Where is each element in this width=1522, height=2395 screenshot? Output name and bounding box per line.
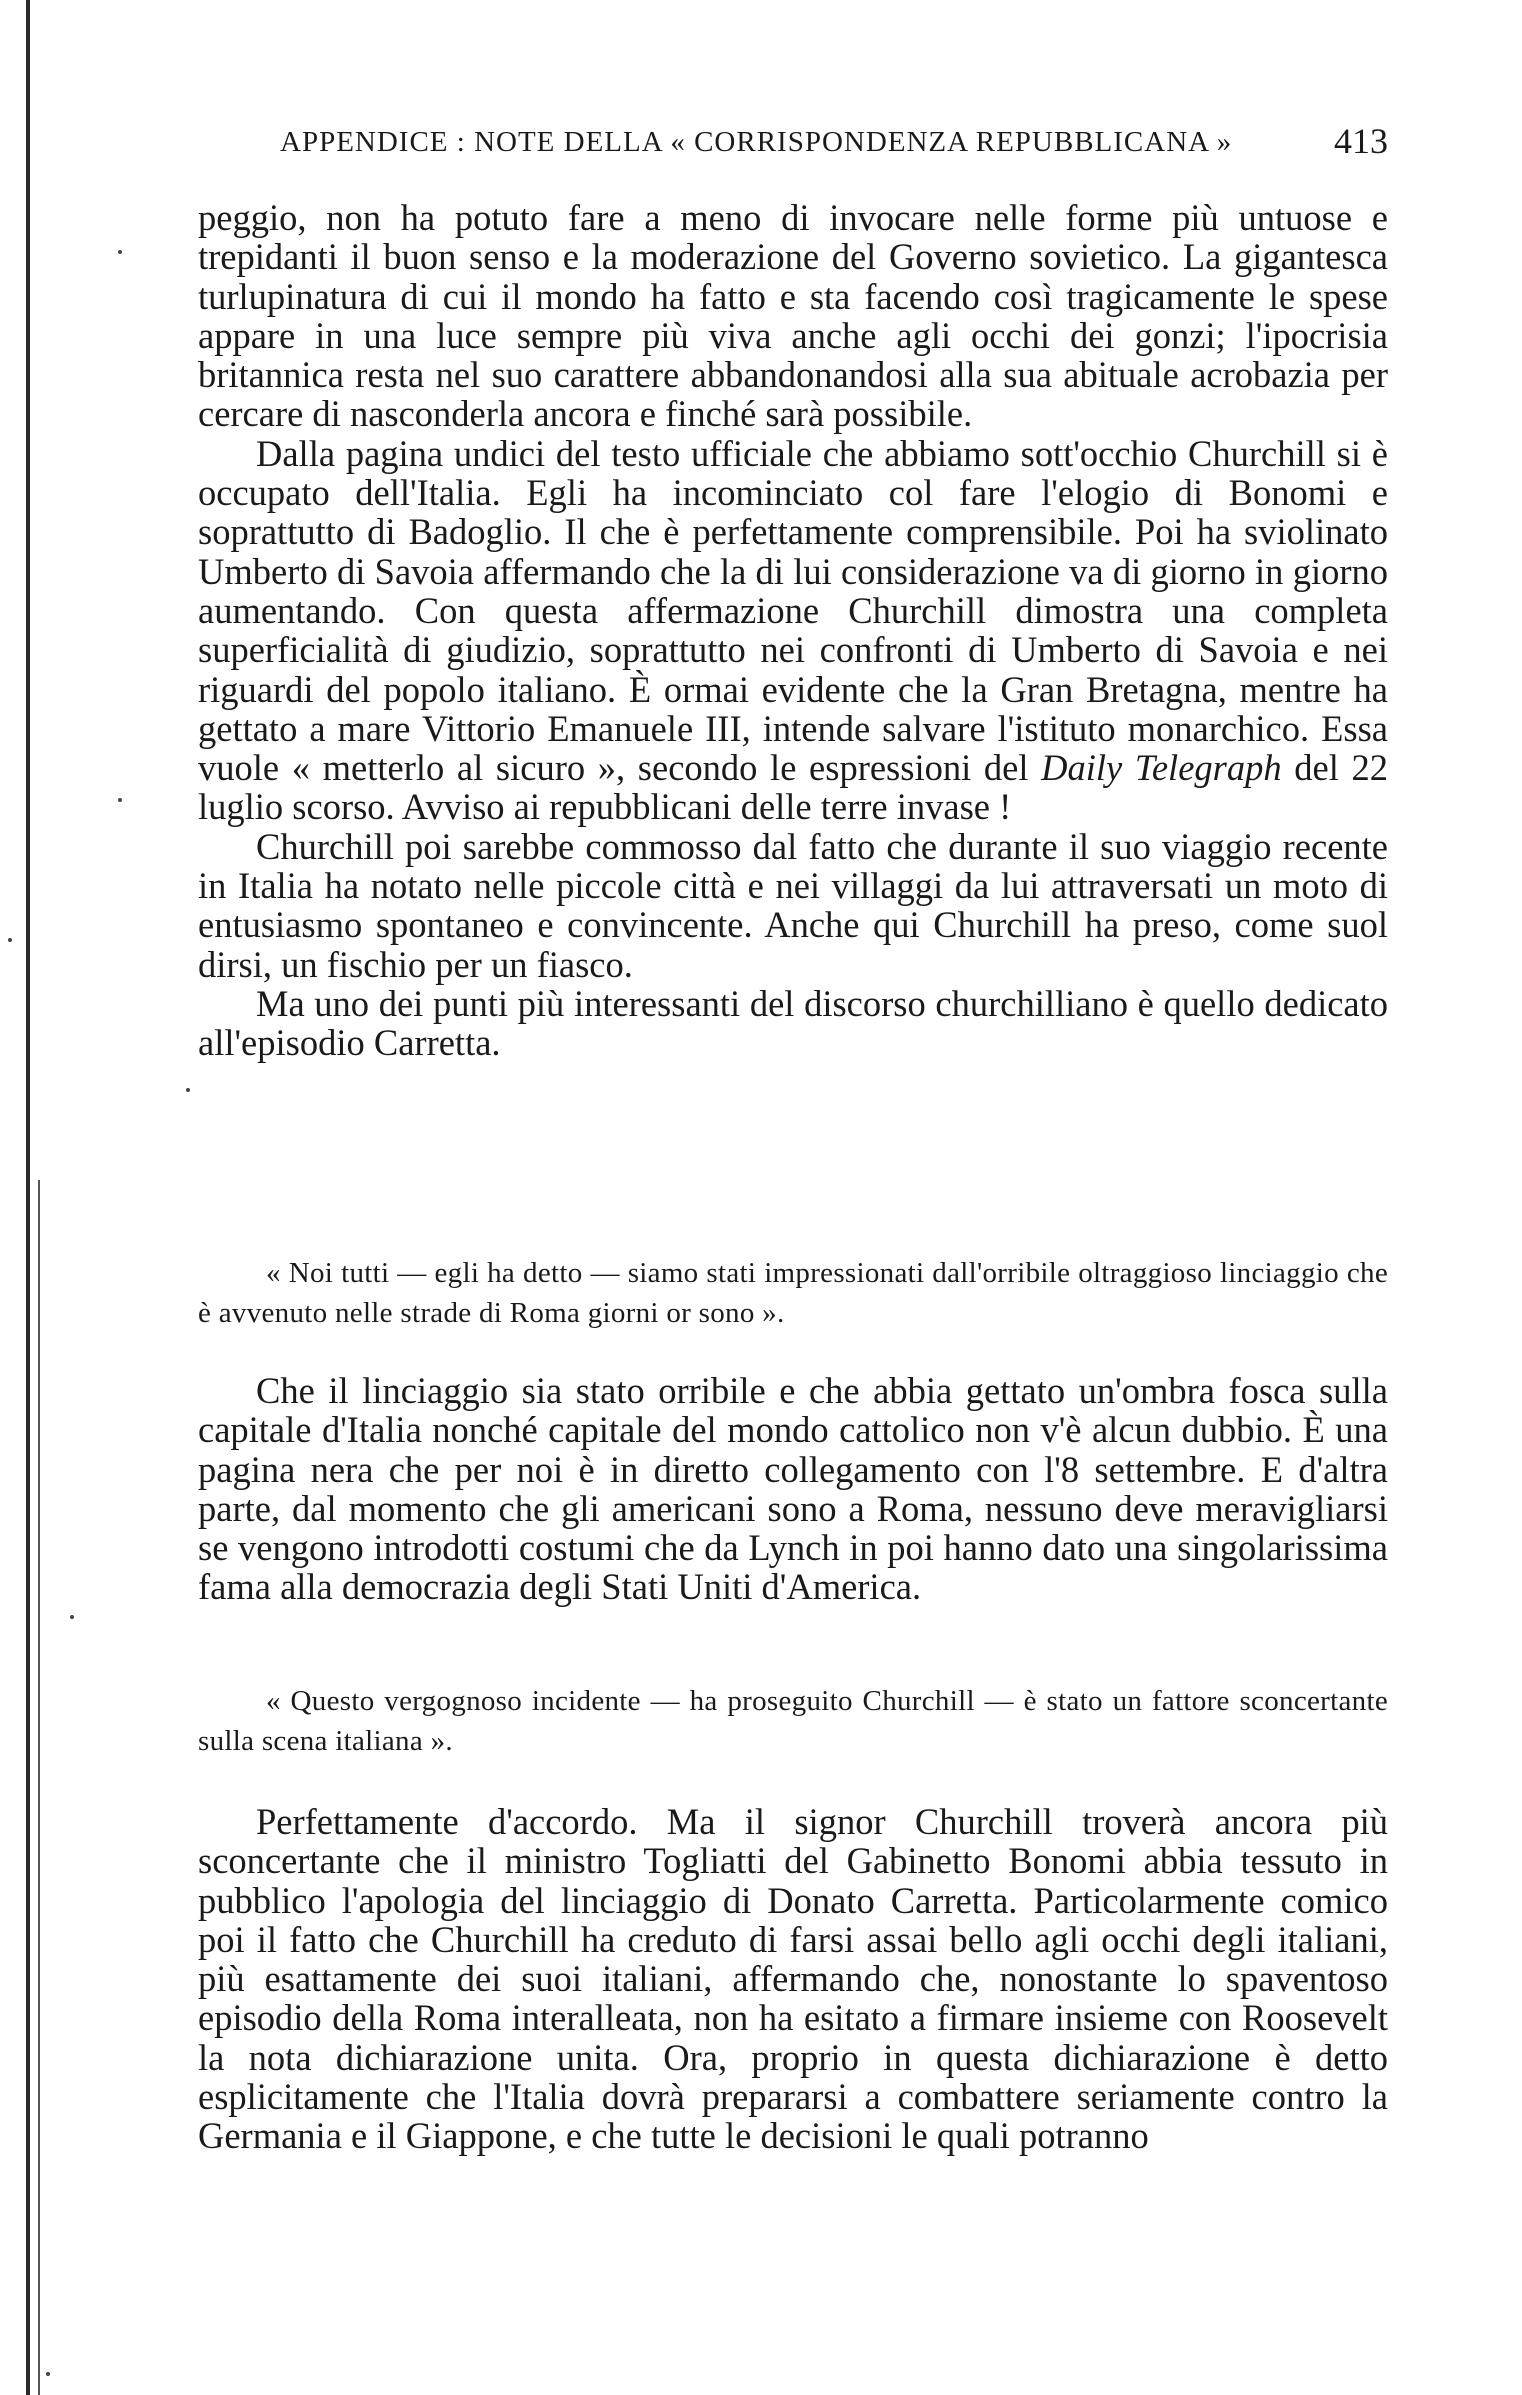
paragraph-continued: peggio, non ha potuto fare a meno di invocare nelle forme più untuose e trepidanti il buon senso e la moderazione del Governo sovietico. La gigantesca turlupinatura di cui il mondo ha fatto e sta facendo così tragicamente le spese appare in una luce sempre più viva anche agli occhi dei gonzi; l'ipocrisia britannica resta nel suo carattere abbandonandosi alla sua abituale acrobazia per cercare di nasconderla ancora e finché sarà possibile. <box>198 197 1388 435</box>
paragraph-text: Dalla pagina undici del testo ufficiale che abbiamo sott'occhio Churchill si è occupato dell'Italia. Egli ha incominciato col fare l'elogio di Bonomi e soprattutto di Badoglio. Il che è perfettamente comprensibile. Poi ha sviolinato Umberto di Savoia affermando che la di lui considerazione va di giorno in giorno aumentando. Con questa affermazione Churchill dimostra una completa superficialità di giudizio, soprattutto nei confronti di Umberto di Savoia e nei riguardi del popolo italiano. È ormai evidente che la Gran Bretagna, mentre ha gettato a mare Vittorio Emanuele III, intende salvare l'istituto monarchico. Essa vuole « metterlo al sicuro », secondo le espressioni del <box>198 432 1388 789</box>
page-edge-left <box>26 0 30 2395</box>
paragraph-churchill-italia <box>198 434 1388 827</box>
block-quote-2: « Questo vergognoso incidente — ha proseguito Churchill — è stato un fattore sconcertante sulla scena italiana ». <box>198 1685 1388 1757</box>
paragraph-linciaggio: Che il linciaggio sia stato orribile e che abbia gettato un'ombra fosca sulla capitale d'Italia nonché capitale del mondo cattolico non v'è alcun dubbio. È una pagina nera che per noi è in diretto collegamento con l'8 settembre. E d'altra parte, dal momento che gli americani sono a Roma, nessuno deve meravigliarsi se vengono introdotti costumi che da Lynch in poi hanno dato una singolarissima fama alla democrazia degli Stati Uniti d'America. <box>198 1370 1388 1608</box>
text-block-1 <box>198 198 1388 1063</box>
block-quote-1: « Noi tutti — egli ha detto — siamo stati impressionati dall'orribile oltraggioso linciaggio che è avvenuto nelle strade di Roma giorni or sono ». <box>198 1257 1388 1329</box>
print-speck <box>70 1615 74 1619</box>
paragraph-carretta: Ma uno dei punti più interessanti del discorso churchilliano è quello dedicato all'episodio Carretta. <box>198 982 1388 1064</box>
print-speck <box>118 250 122 254</box>
print-speck <box>8 938 12 942</box>
print-speck <box>186 1088 190 1092</box>
running-head <box>198 118 1388 168</box>
newspaper-title: Daily Telegraph <box>1041 747 1282 789</box>
page-edge-inner <box>38 1180 40 2395</box>
paragraph-togliatti: Perfettamente d'accordo. Ma il signor Churchill troverà ancora più sconcertante che il ministro Togliatti del Gabinetto Bonomi abbia tessuto in pubblico l'apologia del linciaggio di Donato Carretta. Particolarmente comico poi il fatto che Churchill ha creduto di farsi assai bello agli occhi degli italiani, più esattamente dei suoi italiani, affermando che, nonostante lo spaventoso episodio della Roma interalleata, non ha esitato a firmare insieme con Roosevelt la nota dichiarazione unita. Ora, proprio in questa dichiarazione è detto esplicitamente che l'Italia dovrà prepararsi a combattere seriamente contro la Germania e il Giappone, e che tutte le decisioni le quali potranno <box>198 1801 1388 2157</box>
print-speck <box>118 798 122 802</box>
paragraph-viaggio: Churchill poi sarebbe commosso dal fatto che durante il suo viaggio recente in Italia ha notato nelle piccole città e nei villaggi da lui attraversati un moto di entusiasmo spontaneo e convincente. Anche qui Churchill ha preso, come suol dirsi, un fischio per un fiasco. <box>198 825 1388 985</box>
print-speck <box>46 2372 50 2376</box>
paragraph-text: del 22 luglio scorso. Avviso ai repubblicani delle terre invase ! <box>198 747 1389 828</box>
text-block-2 <box>198 1371 1388 1607</box>
text-block-3 <box>198 1802 1388 2156</box>
running-head-title: APPENDICE : NOTE DELLA « CORRISPONDENZA REPUBBLICANA » <box>280 126 1233 158</box>
page-number: 413 <box>1334 121 1388 161</box>
